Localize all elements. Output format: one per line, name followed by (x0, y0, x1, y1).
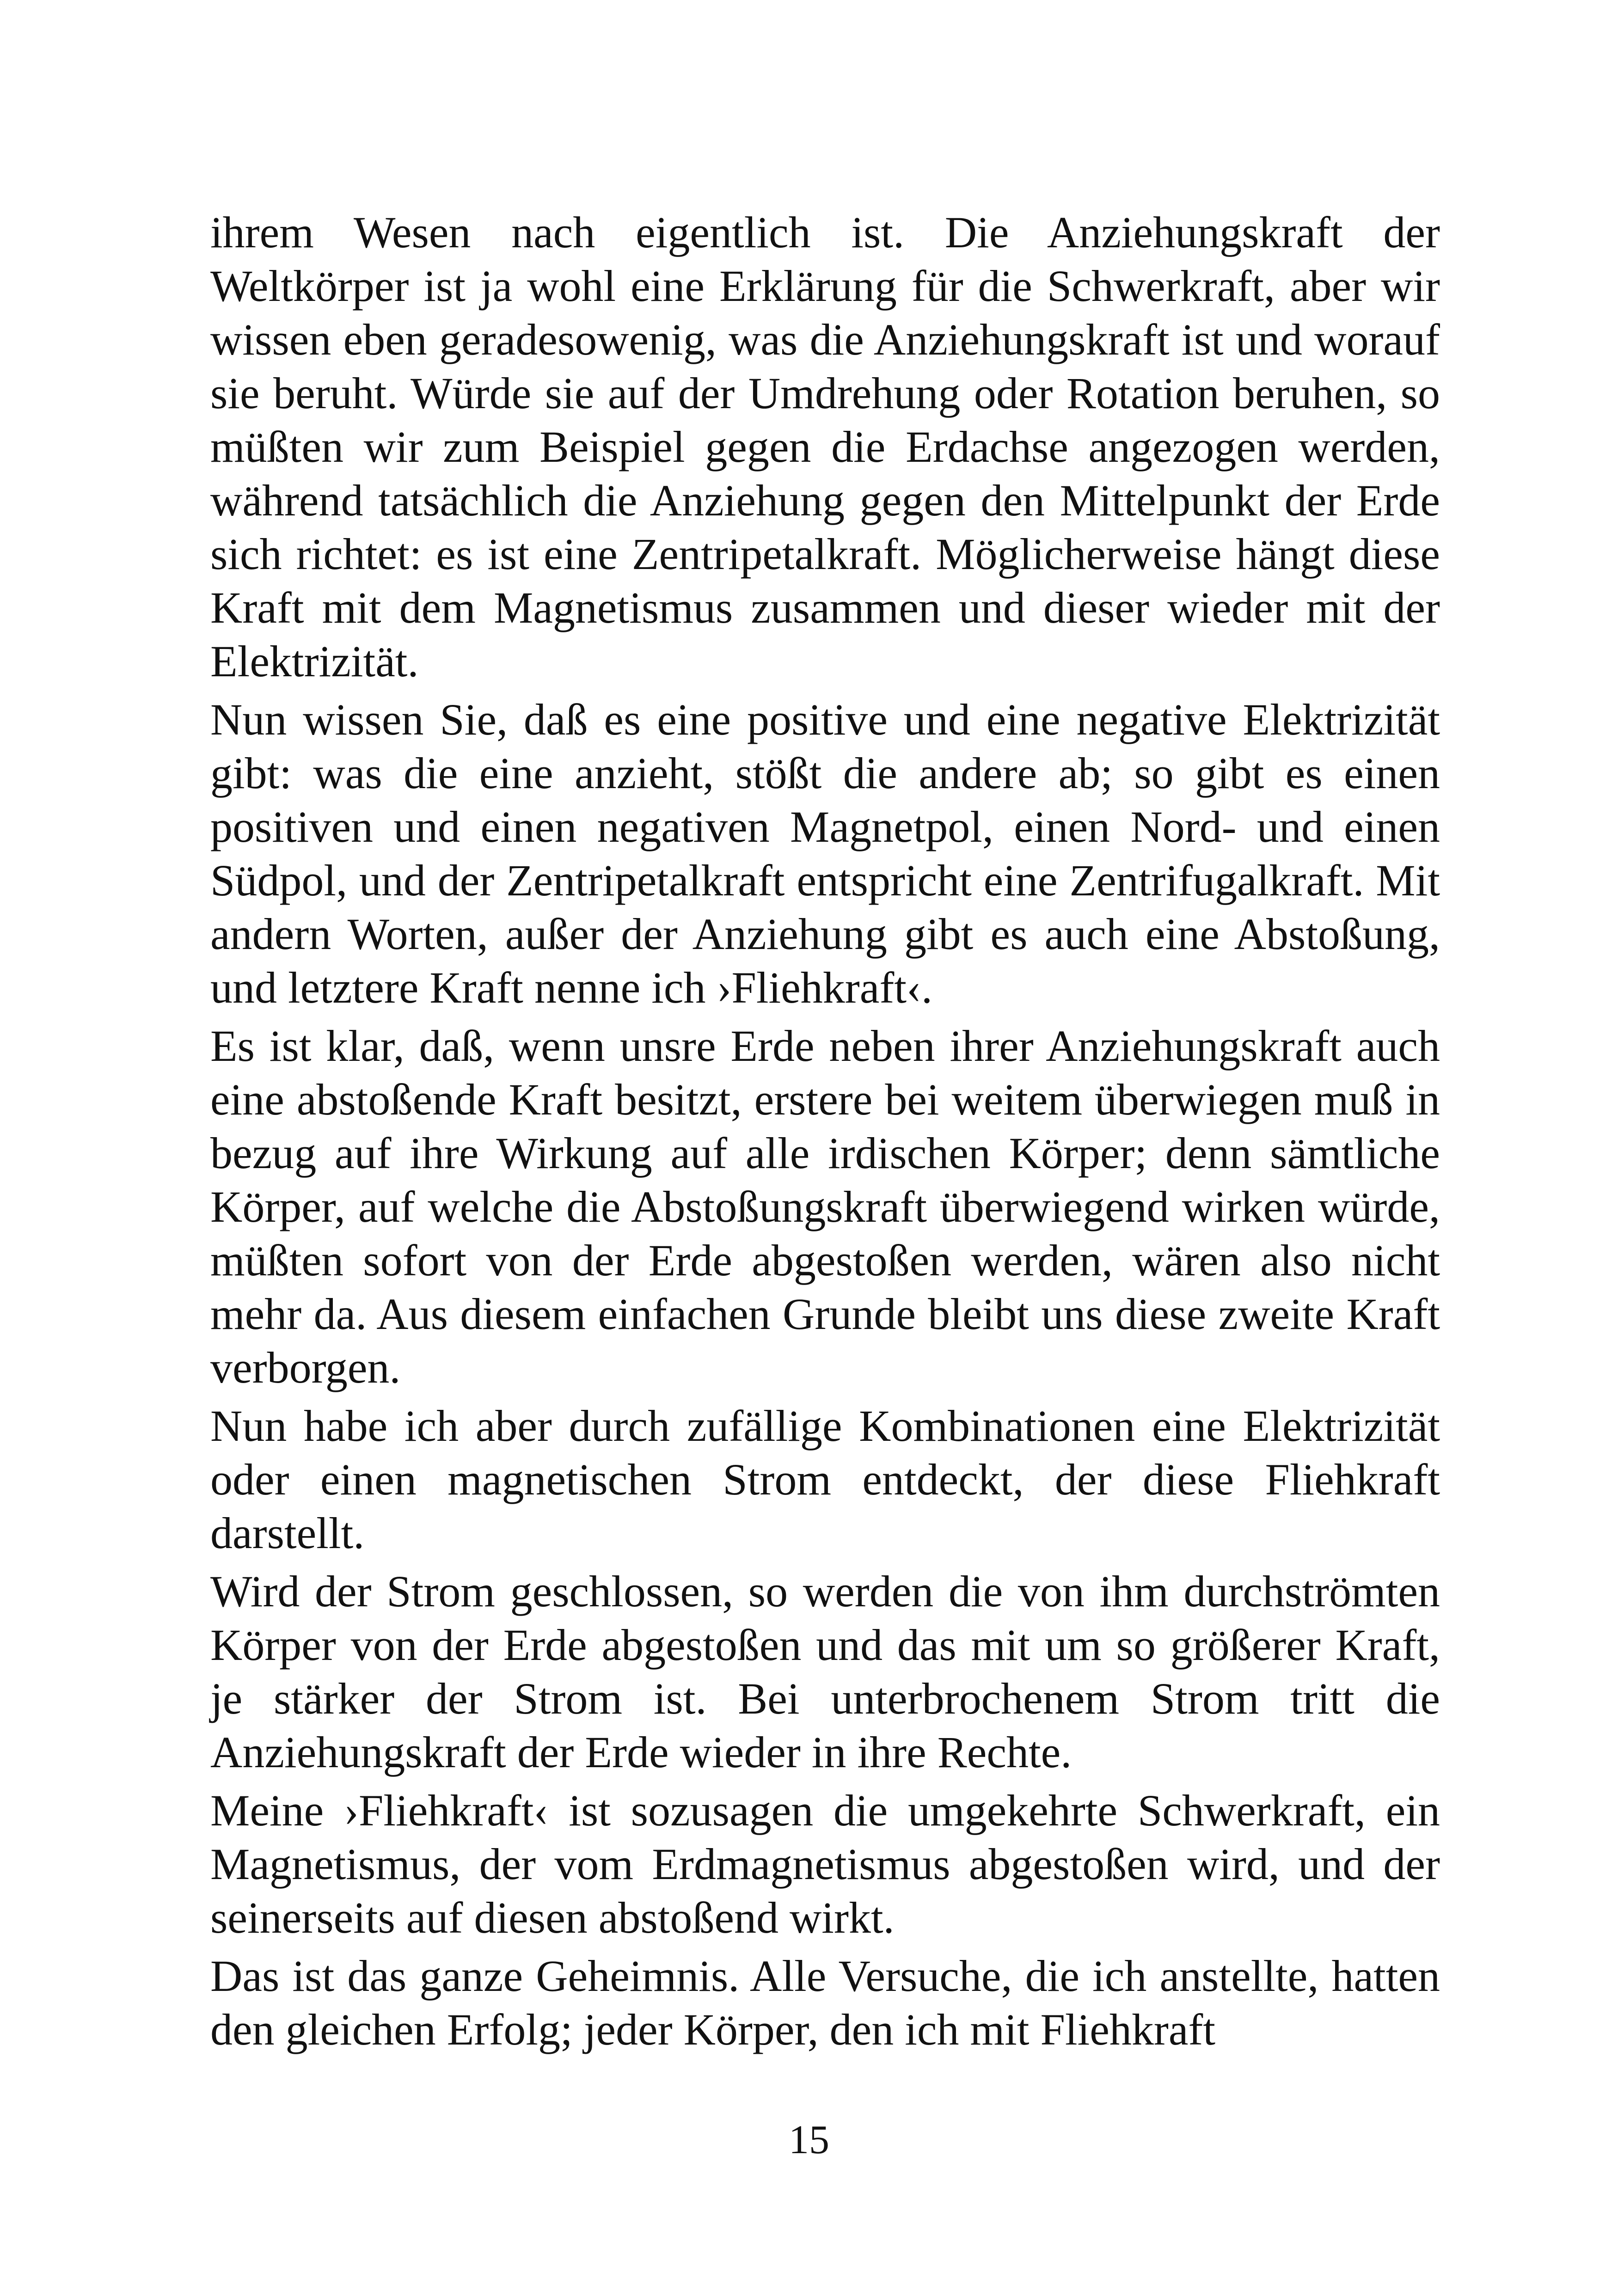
paragraph-1: ihrem Wesen nach eigentlich ist. Die Anziehungskraft der Weltkörper ist ja wohl eine Erklärung für die Schwerkraft, aber wir wissen eben geradesowenig, was die Anziehungskraft ist und worauf sie beruht. Würde sie auf der Umdrehung oder Rotation beruhen, so müßten wir zum Beispiel gegen die Erdachse angezogen werden, während tatsächlich die Anziehung gegen den Mittelpunkt der Erde sich richtet: es ist eine Zentripetalkraft. Möglicherweise hängt diese Kraft mit dem Magnetismus zusammen und dieser wieder mit der Elektrizität. (210, 208, 1440, 686)
paragraph-2: Nun wissen Sie, daß es eine positive und eine negative Elektrizität gibt: was die eine anzieht, stößt die andere ab; so gibt es einen positiven und einen negativen Magnetpol, einen Nord- und einen Südpol, und der Zentripetalkraft entspricht eine Zentrifugalkraft. Mit andern Worten, außer der Anziehung gibt es auch eine Abstoßung, und letztere Kraft nenne ich ›Fliehkraft‹. (210, 695, 1440, 1012)
page-number: 15 (789, 2118, 829, 2162)
paragraph-6: Meine ›Fliehkraft‹ ist sozusagen die umgekehrte Schwerkraft, ein Magnetismus, der vom Erdmagnetismus abgestoßen wird, und der seinerseits auf diesen abstoßend wirkt. (210, 1786, 1440, 1942)
body-text (210, 206, 1440, 2061)
paragraph-5: Wird der Strom geschlossen, so werden die von ihm durchströmten Körper von der Erde abgestoßen und das mit um so größerer Kraft, je stärker der Strom ist. Bei unterbrochenem Strom tritt die Anziehungskraft der Erde wieder in ihre Rechte. (210, 1567, 1440, 1777)
paragraph-7: Das ist das ganze Geheimnis. Alle Versuche, die ich anstellte, hatten den gleichen Erfolg; jeder Körper, den ich mit Fliehkraft (210, 1951, 1440, 2054)
paragraph-3: Es ist klar, daß, wenn unsre Erde neben ihrer Anziehungskraft auch eine abstoßende Kraft besitzt, erstere bei weitem überwiegen muß in bezug auf ihre Wirkung auf alle irdischen Körper; denn sämtliche Körper, auf welche die Abstoßungskraft überwiegend wirken würde, müßten sofort von der Erde abgestoßen werden, wären also nicht mehr da. Aus diesem einfachen Grunde bleibt uns diese zweite Kraft verborgen. (210, 1021, 1440, 1392)
paragraph-4: Nun habe ich aber durch zufällige Kombinationen eine Elektrizität oder einen magnetischen Strom entdeckt, der diese Fliehkraft darstellt. (210, 1401, 1440, 1558)
